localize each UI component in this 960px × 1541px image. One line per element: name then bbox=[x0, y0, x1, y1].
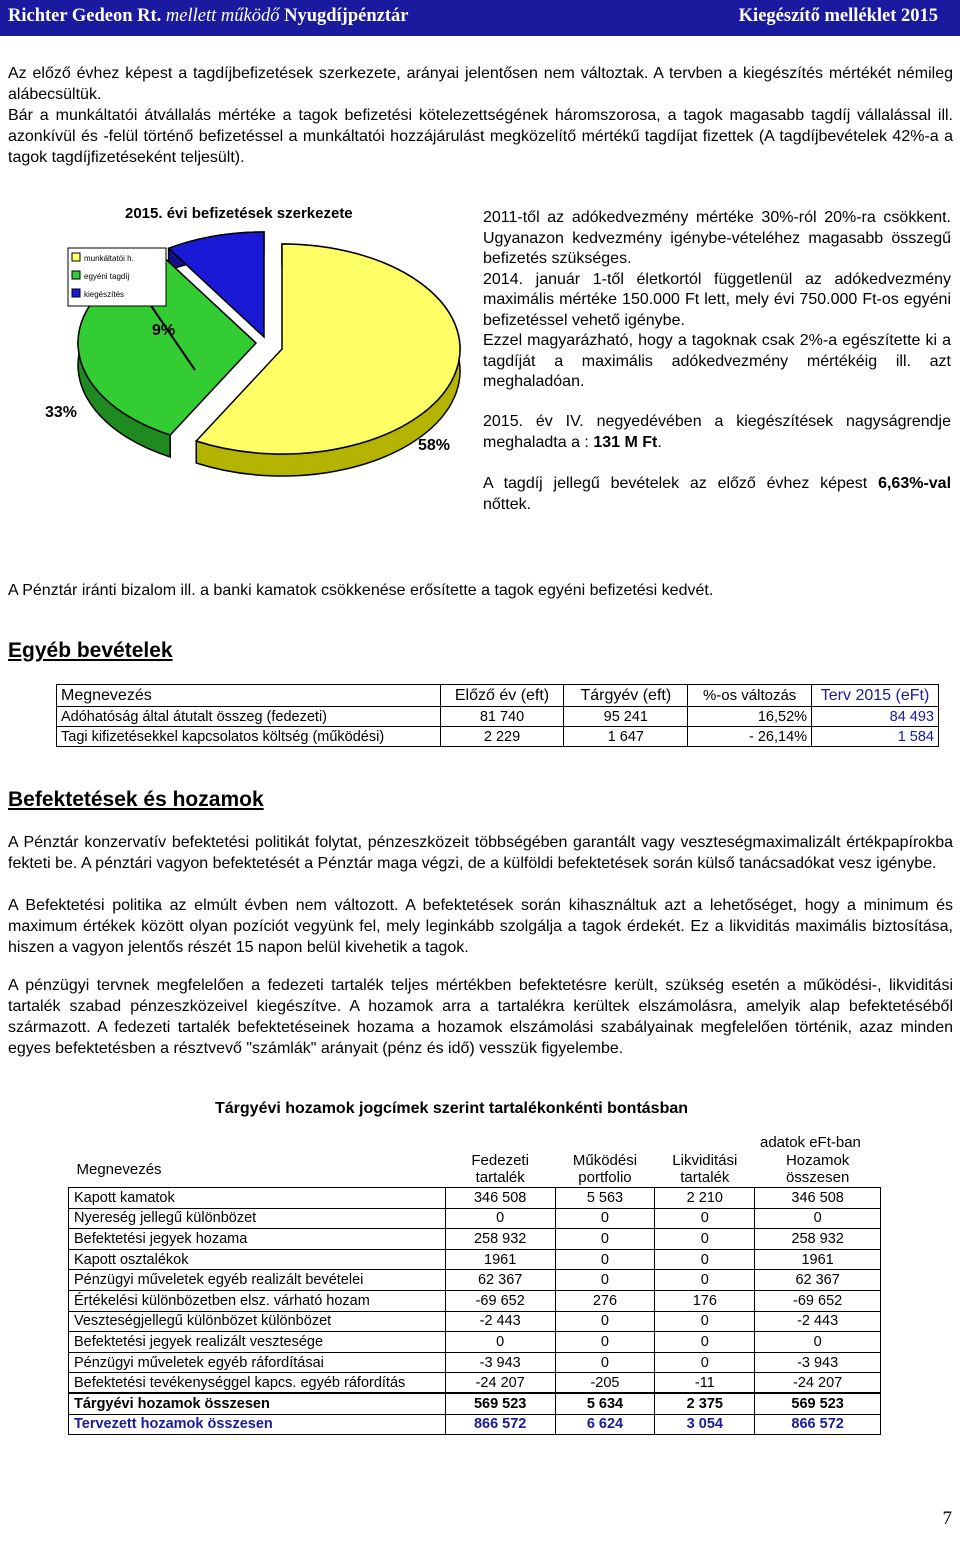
col-header-liquidity: Likviditási tartalék bbox=[672, 1152, 738, 1186]
cell-operating: 0 bbox=[555, 1352, 655, 1373]
cell-total: 569 523 bbox=[755, 1393, 881, 1414]
cell-liquidity: 0 bbox=[655, 1208, 755, 1229]
table-row bbox=[69, 1373, 881, 1394]
cell-name: Tervezett hozamok összesen bbox=[69, 1414, 446, 1435]
intro-paragraph-1: Az előző évhez képest a tagdíjbefizetések szerkezete, arányai jelentősen nem változtak. A tervben a kiegészítés mértékét némileg alábecsültük. bbox=[8, 65, 953, 103]
total-row bbox=[69, 1393, 881, 1414]
table-row bbox=[57, 727, 939, 747]
cell-name: Befektetési jegyek realizált vesztesége bbox=[69, 1332, 446, 1353]
cell-operating: 6 624 bbox=[555, 1414, 655, 1435]
cell-change: - 26,14% bbox=[688, 727, 812, 747]
cell-name: Tagi kifizetésekkel kapcsolatos költség (működési) bbox=[57, 727, 441, 747]
cell-operating: 5 634 bbox=[555, 1393, 655, 1414]
cell-coverage: -24 207 bbox=[445, 1373, 555, 1394]
cell-operating: 5 563 bbox=[555, 1188, 655, 1209]
cell-name: Veszteségjellegű különbözet különbözet bbox=[69, 1311, 446, 1332]
table-row bbox=[69, 1208, 881, 1229]
cell-liquidity: 0 bbox=[655, 1229, 755, 1250]
cell-liquidity: 2 210 bbox=[655, 1188, 755, 1209]
cell-operating: 0 bbox=[555, 1311, 655, 1332]
col-header-current-year: Tárgyév (eft) bbox=[564, 685, 688, 707]
col-header-operating: Működési portfolio bbox=[572, 1152, 638, 1186]
cell-name: Értékelési különbözetben elsz. várható hozam bbox=[69, 1290, 446, 1311]
legend-label: munkáltatói h. bbox=[84, 254, 134, 263]
page-header bbox=[0, 0, 960, 36]
cell-total: 0 bbox=[755, 1332, 881, 1353]
cell-name: Tárgyévi hozamok összesen bbox=[69, 1393, 446, 1414]
cell-liquidity: 2 375 bbox=[655, 1393, 755, 1414]
cell-coverage: 0 bbox=[445, 1208, 555, 1229]
other-income-table bbox=[56, 684, 939, 747]
table-row bbox=[69, 1352, 881, 1373]
cell-name: Kapott kamatok bbox=[69, 1188, 446, 1209]
cell-total: 0 bbox=[755, 1208, 881, 1229]
cell-operating: 0 bbox=[555, 1208, 655, 1229]
side-paragraph-2: 2014. január 1-től életkortól függetlenül az adókedvezmény maximális mértéke 150.000 Ft lett, mely évi 750.000 Ft-os egyéni befizetéssel vehető igénybe. bbox=[483, 270, 951, 329]
col-header-coverage: Fedezeti tartalék bbox=[471, 1152, 529, 1186]
cell-prev: 81 740 bbox=[440, 707, 564, 727]
cell-coverage: -3 943 bbox=[445, 1352, 555, 1373]
legend-label: egyéni tagdíj bbox=[84, 272, 130, 281]
cell-coverage: 0 bbox=[445, 1332, 555, 1353]
pie-value-label: 58% bbox=[418, 437, 451, 454]
planned-row bbox=[69, 1414, 881, 1435]
cell-operating: 276 bbox=[555, 1290, 655, 1311]
col-header-name: Megnevezés bbox=[57, 685, 441, 707]
cell-liquidity: 176 bbox=[655, 1290, 755, 1311]
trust-sentence: A Pénztár iránti bizalom ill. a banki kamatok csökkenése erősítette a tagok egyéni befizetési kedvét. bbox=[8, 582, 714, 599]
cell-coverage: -2 443 bbox=[445, 1311, 555, 1332]
cell-current: 1 647 bbox=[564, 727, 688, 747]
cell-plan: 1 584 bbox=[812, 727, 939, 747]
cell-plan: 84 493 bbox=[812, 707, 939, 727]
cell-liquidity: 0 bbox=[655, 1352, 755, 1373]
cell-operating: 0 bbox=[555, 1249, 655, 1270]
cell-liquidity: 0 bbox=[655, 1311, 755, 1332]
cell-total: -2 443 bbox=[755, 1311, 881, 1332]
cell-prev: 2 229 bbox=[440, 727, 564, 747]
cell-name: Nyereség jellegű különbözet bbox=[69, 1208, 446, 1229]
cell-operating: 0 bbox=[555, 1270, 655, 1291]
table-row bbox=[69, 1188, 881, 1209]
other-income-heading: Egyéb bevételek bbox=[8, 639, 173, 662]
col-header-prev-year: Előző év (eft) bbox=[440, 685, 564, 707]
col-header-name: Megnevezés bbox=[76, 1160, 162, 1178]
intro-paragraph-2: Bár a munkáltatói átvállalás mértéke a tagok befizetési kötelezettségének háromszorosa, a tagok magasabb tagdíj vállalással ill. azonkívül és -felül történő befizetéssel a munkáltatói hozzájárulást megközelítő mértékű tagdíjat fizettek (A tagdíjbevételek 42%-a a tagok tagdíjfizetéseként teljesült). bbox=[8, 107, 953, 166]
cell-name: Befektetési tevékenységgel kapcs. egyéb ráfordítás bbox=[69, 1373, 446, 1394]
cell-coverage: 346 508 bbox=[445, 1188, 555, 1209]
yield-table-title: Tárgyévi hozamok jogcímek szerint tartalékonkénti bontásban bbox=[215, 1100, 689, 1117]
cell-name: Adóhatóság által átutalt összeg (fedezeti) bbox=[57, 707, 441, 727]
cell-total: 346 508 bbox=[755, 1188, 881, 1209]
cell-operating: 0 bbox=[555, 1229, 655, 1250]
legend-swatch bbox=[72, 271, 80, 279]
cell-total: 866 572 bbox=[755, 1414, 881, 1435]
chart-legend bbox=[68, 248, 166, 306]
table-header-row bbox=[57, 685, 939, 707]
growth-text: A tagdíj jellegű bevételek az előző évhez képest 6,63%-val nőttek. bbox=[483, 475, 952, 513]
table-header-row bbox=[69, 1152, 881, 1188]
unit-note: adatok eFt-ban bbox=[760, 1134, 861, 1151]
tax-benefit-text bbox=[483, 208, 951, 393]
pie-value-label: 33% bbox=[45, 404, 78, 421]
investments-paragraph-3: A pénzügyi tervnek megfelelően a fedezeti tartalék teljes mértékben befektetésre került, szükség esetén a működési-, likviditási tartalék szabad pénzeszközeivel kiegészítve. A hozamok arra a tartalékra kerültek elszámolásra, amelyik alap befektetéséből származott. A fedezeti tartalék befektetéseinek hozama a hozamok elszámolási szabályainak megfelelően történik, azaz minden egyes befektetésben a résztvevő "számlák" arányait (pénz és idő) vesszük figyelembe. bbox=[8, 977, 953, 1057]
cell-total: -24 207 bbox=[755, 1373, 881, 1394]
cell-liquidity: 0 bbox=[655, 1270, 755, 1291]
cell-liquidity: 0 bbox=[655, 1332, 755, 1353]
cell-total: 1961 bbox=[755, 1249, 881, 1270]
side-paragraph-3: Ezzel magyarázható, hogy a tagoknak csak 2%-a egészítette ki a tagdíját a maximális adókedvezmény mértékéig ill. azt meghaladóan. bbox=[483, 332, 951, 390]
cell-operating: -205 bbox=[555, 1373, 655, 1394]
cell-name: Kapott osztalékok bbox=[69, 1249, 446, 1270]
table-row bbox=[69, 1249, 881, 1270]
table-row bbox=[69, 1332, 881, 1353]
cell-total: -69 652 bbox=[755, 1290, 881, 1311]
yield-table bbox=[68, 1152, 881, 1435]
header-org-name: Richter Gedeon Rt. mellett működő Nyugdíjpénztár bbox=[8, 6, 409, 26]
col-header-total: Hozamok összesen bbox=[785, 1152, 850, 1186]
cell-liquidity: 0 bbox=[655, 1249, 755, 1270]
col-header-plan: Terv 2015 (eFt) bbox=[812, 685, 939, 707]
table-row bbox=[69, 1270, 881, 1291]
table-row bbox=[69, 1290, 881, 1311]
cell-name: Pénzügyi műveletek egyéb realizált bevételei bbox=[69, 1270, 446, 1291]
cell-total: 62 367 bbox=[755, 1270, 881, 1291]
cell-liquidity: -11 bbox=[655, 1373, 755, 1394]
cell-change: 16,52% bbox=[688, 707, 812, 727]
investments-paragraph-1: A Pénztár konzervatív befektetési politikát folytat, pénzeszközeit többségében garantált vagy veszteségmaximalizált értékpapírokba fekteti be. A pénztári vagyon befektetését a Pénztár maga végzi, de a külföldi befektetések során külső tanácsadókat vesz igénybe. bbox=[8, 834, 953, 872]
legend-swatch bbox=[72, 289, 80, 297]
chart-title: 2015. évi befizetések szerkezete bbox=[125, 205, 353, 222]
legend-swatch bbox=[72, 253, 80, 261]
cell-total: 258 932 bbox=[755, 1229, 881, 1250]
cell-total: -3 943 bbox=[755, 1352, 881, 1373]
cell-name: Befektetési jegyek hozama bbox=[69, 1229, 446, 1250]
legend-label: kiegészítés bbox=[84, 290, 125, 299]
table-row bbox=[57, 707, 939, 727]
investments-paragraph-2: A Befektetési politika az elmúlt évben nem változott. A befektetések során kihasználtuk azt a lehetőséget, hogy a minimum és maximum értékek között olyan pozíciót vegyünk fel, mely leginkább szolgálja a tagok érdekét. Ez a likviditás maximális biztosítása, hiszen a vagyon jelentős részét 15 napon belül kivehetik a tagok. bbox=[8, 897, 953, 956]
cell-name: Pénzügyi műveletek egyéb ráfordításai bbox=[69, 1352, 446, 1373]
q4-supplement-text: 2015. év IV. negyedévében a kiegészítések nagyságrendje meghaladta a : 131 M Ft. bbox=[483, 413, 951, 451]
cell-liquidity: 3 054 bbox=[655, 1414, 755, 1435]
cell-coverage: 62 367 bbox=[445, 1270, 555, 1291]
side-paragraph-1: 2011-től az adókedvezmény mértéke 30%-ról 20%-ra csökkent. Ugyanazon kedvezmény igénybe-vételéhez magasabb összegű befizetés szükséges. bbox=[483, 209, 951, 267]
pie-value-label: 9% bbox=[152, 322, 176, 339]
cell-coverage: 258 932 bbox=[445, 1229, 555, 1250]
col-header-change: %-os változás bbox=[688, 685, 812, 707]
contribution-pie-chart bbox=[0, 195, 470, 485]
page-number: 7 bbox=[942, 1508, 952, 1529]
cell-coverage: 866 572 bbox=[445, 1414, 555, 1435]
cell-coverage: -69 652 bbox=[445, 1290, 555, 1311]
table-row bbox=[69, 1311, 881, 1332]
header-doc-title: Kiegészítő melléklet 2015 bbox=[738, 6, 938, 26]
cell-coverage: 569 523 bbox=[445, 1393, 555, 1414]
table-row bbox=[69, 1229, 881, 1250]
cell-coverage: 1961 bbox=[445, 1249, 555, 1270]
investments-heading: Befektetések és hozamok bbox=[8, 788, 264, 811]
cell-operating: 0 bbox=[555, 1332, 655, 1353]
pie-chart-svg bbox=[0, 195, 470, 485]
cell-current: 95 241 bbox=[564, 707, 688, 727]
